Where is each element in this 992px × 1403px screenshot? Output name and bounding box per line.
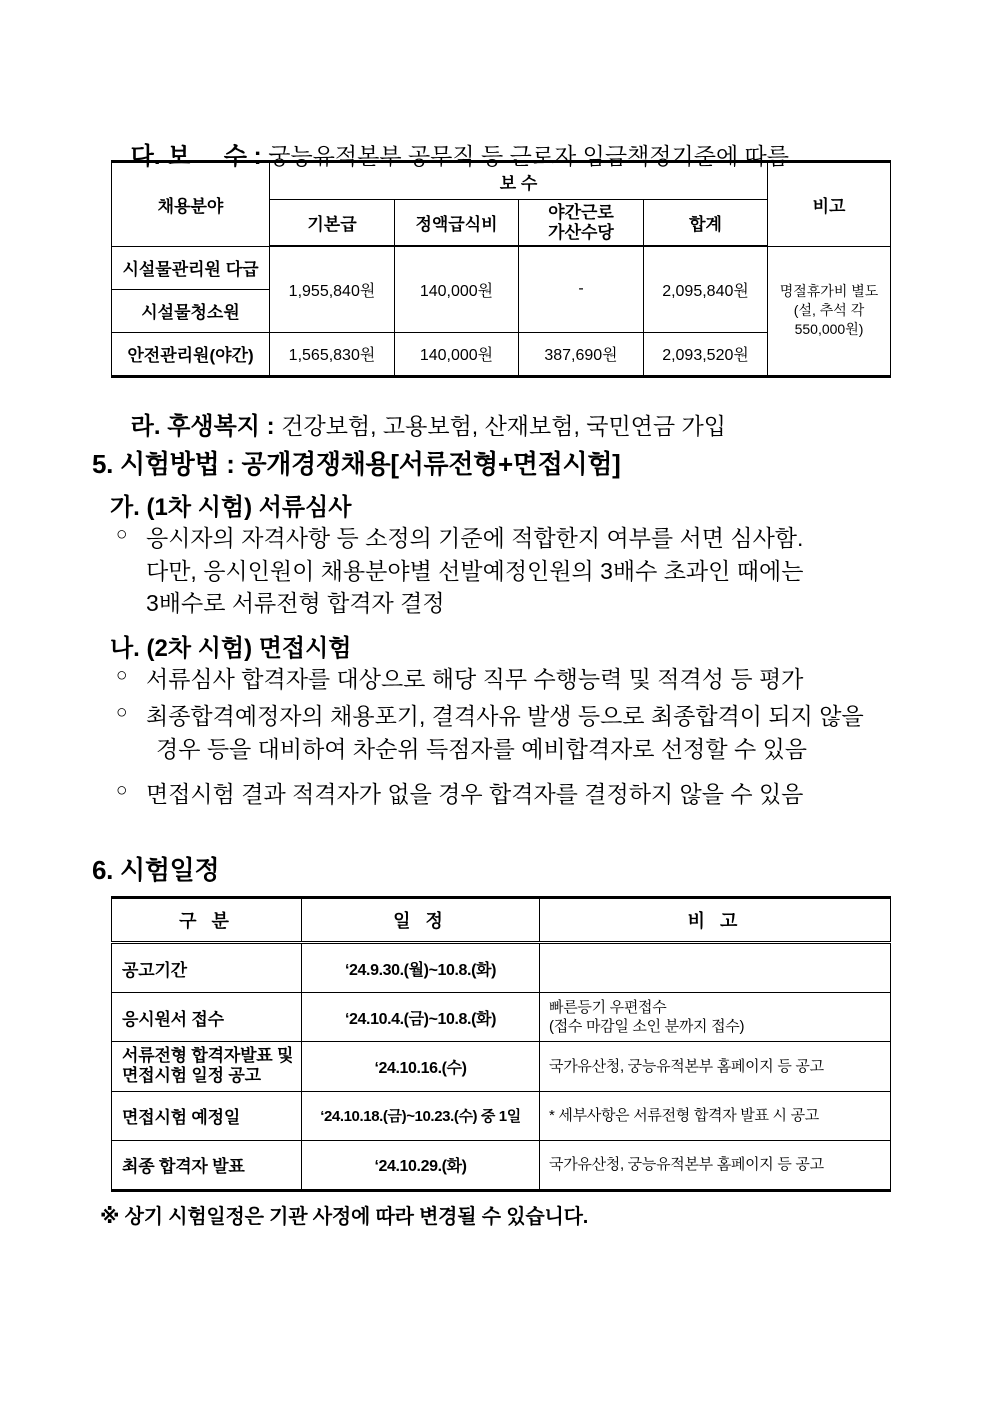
schedule-remark-4: * 세부사항은 서류전형 합격자 발표 시 공고 <box>540 1091 891 1140</box>
bullet-marker-icon: ○ <box>116 702 128 723</box>
sub-a-marker: 가. <box>110 494 140 521</box>
schedule-division-1: 공고기간 <box>112 943 302 993</box>
bullet-marker-icon: ○ <box>116 524 128 545</box>
section5-title: 5. 시험방법 : 공개경쟁채용[서류전형+면접시험] <box>92 449 621 479</box>
pay-header-night: 야간근로 가산수당 <box>519 200 644 247</box>
schedule-date-5: ‘24.10.29.(화) <box>302 1140 540 1190</box>
bullet-text-block <box>142 700 922 765</box>
welfare-label: 후생복지 : <box>167 413 275 440</box>
pay-row-total-3: 2,093,520원 <box>644 332 768 376</box>
schedule-division-5: 최종 합격자 발표 <box>112 1140 302 1190</box>
schedule-header-date: 일 정 <box>302 898 540 943</box>
pay-row-base-3: 1,565,830원 <box>270 332 395 376</box>
bullet-marker-icon: ○ <box>116 665 128 686</box>
section5-sub-b-bullet-2 <box>116 700 936 765</box>
bullet-line: 다만, 응시인원이 채용분야별 선발예정인원의 3배수 초과인 때에는 <box>146 557 804 584</box>
section5-sub-b-bullet-3 <box>116 778 936 811</box>
bullet-line: 서류심사 합격자를 대상으로 해당 직무 수행능력 및 적격성 등 평가 <box>146 666 804 692</box>
schedule-division-4: 면접시험 예정일 <box>112 1091 302 1140</box>
sub-b-marker: 나. <box>110 635 140 662</box>
pay-row-total-1: 2,095,840원 <box>644 246 768 332</box>
bullet-line: 응시자의 자격사항 등 소정의 기준에 적합한지 여부를 서면 심사함. <box>146 525 804 551</box>
pay-row-field-2: 시설물청소원 <box>112 289 270 332</box>
table-row <box>112 1091 891 1140</box>
schedule-header-remark: 비 고 <box>540 898 891 943</box>
pay-table-row <box>112 246 891 289</box>
section5-sub-a-heading <box>110 487 352 522</box>
pay-header-base: 기본급 <box>270 200 395 247</box>
pay-header-field: 채용분야 <box>112 162 270 247</box>
pay-row-field-1: 시설물관리원 다급 <box>112 246 270 289</box>
pay-row-meal-3: 140,000원 <box>395 332 519 376</box>
pay-table-header-row-1 <box>112 162 891 200</box>
schedule-table <box>111 896 891 1192</box>
welfare-text: 건강보험, 고용보험, 산재보험, 국민연금 가입 <box>281 413 726 439</box>
pay-row-remark: 명절휴가비 별도 (설, 추석 각 550,000원) <box>768 246 891 376</box>
pay-row-night-1: - <box>519 246 644 332</box>
schedule-footnote: ※ 상기 시험일정은 기관 사정에 따라 변경될 수 있습니다. <box>100 1206 589 1228</box>
schedule-date-1: ‘24.9.30.(월)~10.8.(화) <box>302 943 540 993</box>
bullet-text-block <box>142 663 922 696</box>
pay-section-text: 궁능유적본부 공무직 등 근로자 임금책정기준에 따름 <box>268 143 789 169</box>
schedule-remark-5: 국가유산청, 궁능유적본부 홈페이지 등 공고 <box>540 1140 891 1190</box>
pay-header-remark: 비고 <box>768 162 891 247</box>
pay-table <box>111 160 891 378</box>
welfare-marker: 라. <box>130 413 161 440</box>
bullet-text-block <box>142 522 922 620</box>
schedule-header-division: 구 분 <box>112 898 302 943</box>
schedule-date-2: ‘24.10.4.(금)~10.8.(화) <box>302 993 540 1042</box>
pay-header-total: 합계 <box>644 200 768 247</box>
schedule-remark-1 <box>540 943 891 993</box>
bullet-line: 면접시험 결과 적격자가 없을 경우 합격자를 결정하지 않을 수 있음 <box>146 781 804 807</box>
schedule-date-4: ‘24.10.18.(금)~10.23.(수) 중 1일 <box>302 1091 540 1140</box>
sub-b-label: (2차 시험) 면접시험 <box>146 635 352 662</box>
pay-row-base-1: 1,955,840원 <box>270 246 395 332</box>
schedule-division-2: 응시원서 접수 <box>112 993 302 1042</box>
schedule-division-3: 서류전형 합격자발표 및 면접시험 일정 공고 <box>112 1042 302 1092</box>
bullet-text-block <box>142 778 922 811</box>
section6-title: 6. 시험일정 <box>92 855 220 885</box>
table-row <box>112 1042 891 1092</box>
schedule-header-row <box>112 898 891 943</box>
table-row <box>112 943 891 993</box>
bullet-marker-icon: ○ <box>116 780 128 801</box>
section5-sub-b-bullet-1 <box>116 663 926 696</box>
pay-section-marker: 다. <box>130 143 161 170</box>
pay-row-field-3: 안전관리원(야간) <box>112 332 270 376</box>
section5-sub-a-bullet-1 <box>116 522 926 620</box>
pay-row-meal-1: 140,000원 <box>395 246 519 332</box>
pay-row-night-3: 387,690원 <box>519 332 644 376</box>
schedule-remark-2: 빠른등기 우편접수 (접수 마감일 소인 분까지 접수) <box>540 993 891 1042</box>
schedule-remark-3: 국가유산청, 궁능유적본부 홈페이지 등 공고 <box>540 1042 891 1092</box>
pay-header-pay-group: 보 수 <box>270 162 768 200</box>
table-row <box>112 1140 891 1190</box>
pay-section-label: 보 수 : <box>167 143 262 170</box>
bullet-line: 3배수로 서류전형 합격자 결정 <box>146 590 445 617</box>
pay-header-meal: 정액급식비 <box>395 200 519 247</box>
section5-sub-b-heading <box>110 628 352 663</box>
table-row <box>112 993 891 1042</box>
sub-a-label: (1차 시험) 서류심사 <box>146 494 352 521</box>
schedule-date-3: ‘24.10.16.(수) <box>302 1042 540 1092</box>
bullet-line: 최종합격예정자의 채용포기, 결격사유 발생 등으로 최종합격이 되지 않을 <box>146 703 864 729</box>
bullet-line: 경우 등을 대비하여 차순위 득점자를 예비합격자로 선정할 수 있음 <box>156 735 808 762</box>
